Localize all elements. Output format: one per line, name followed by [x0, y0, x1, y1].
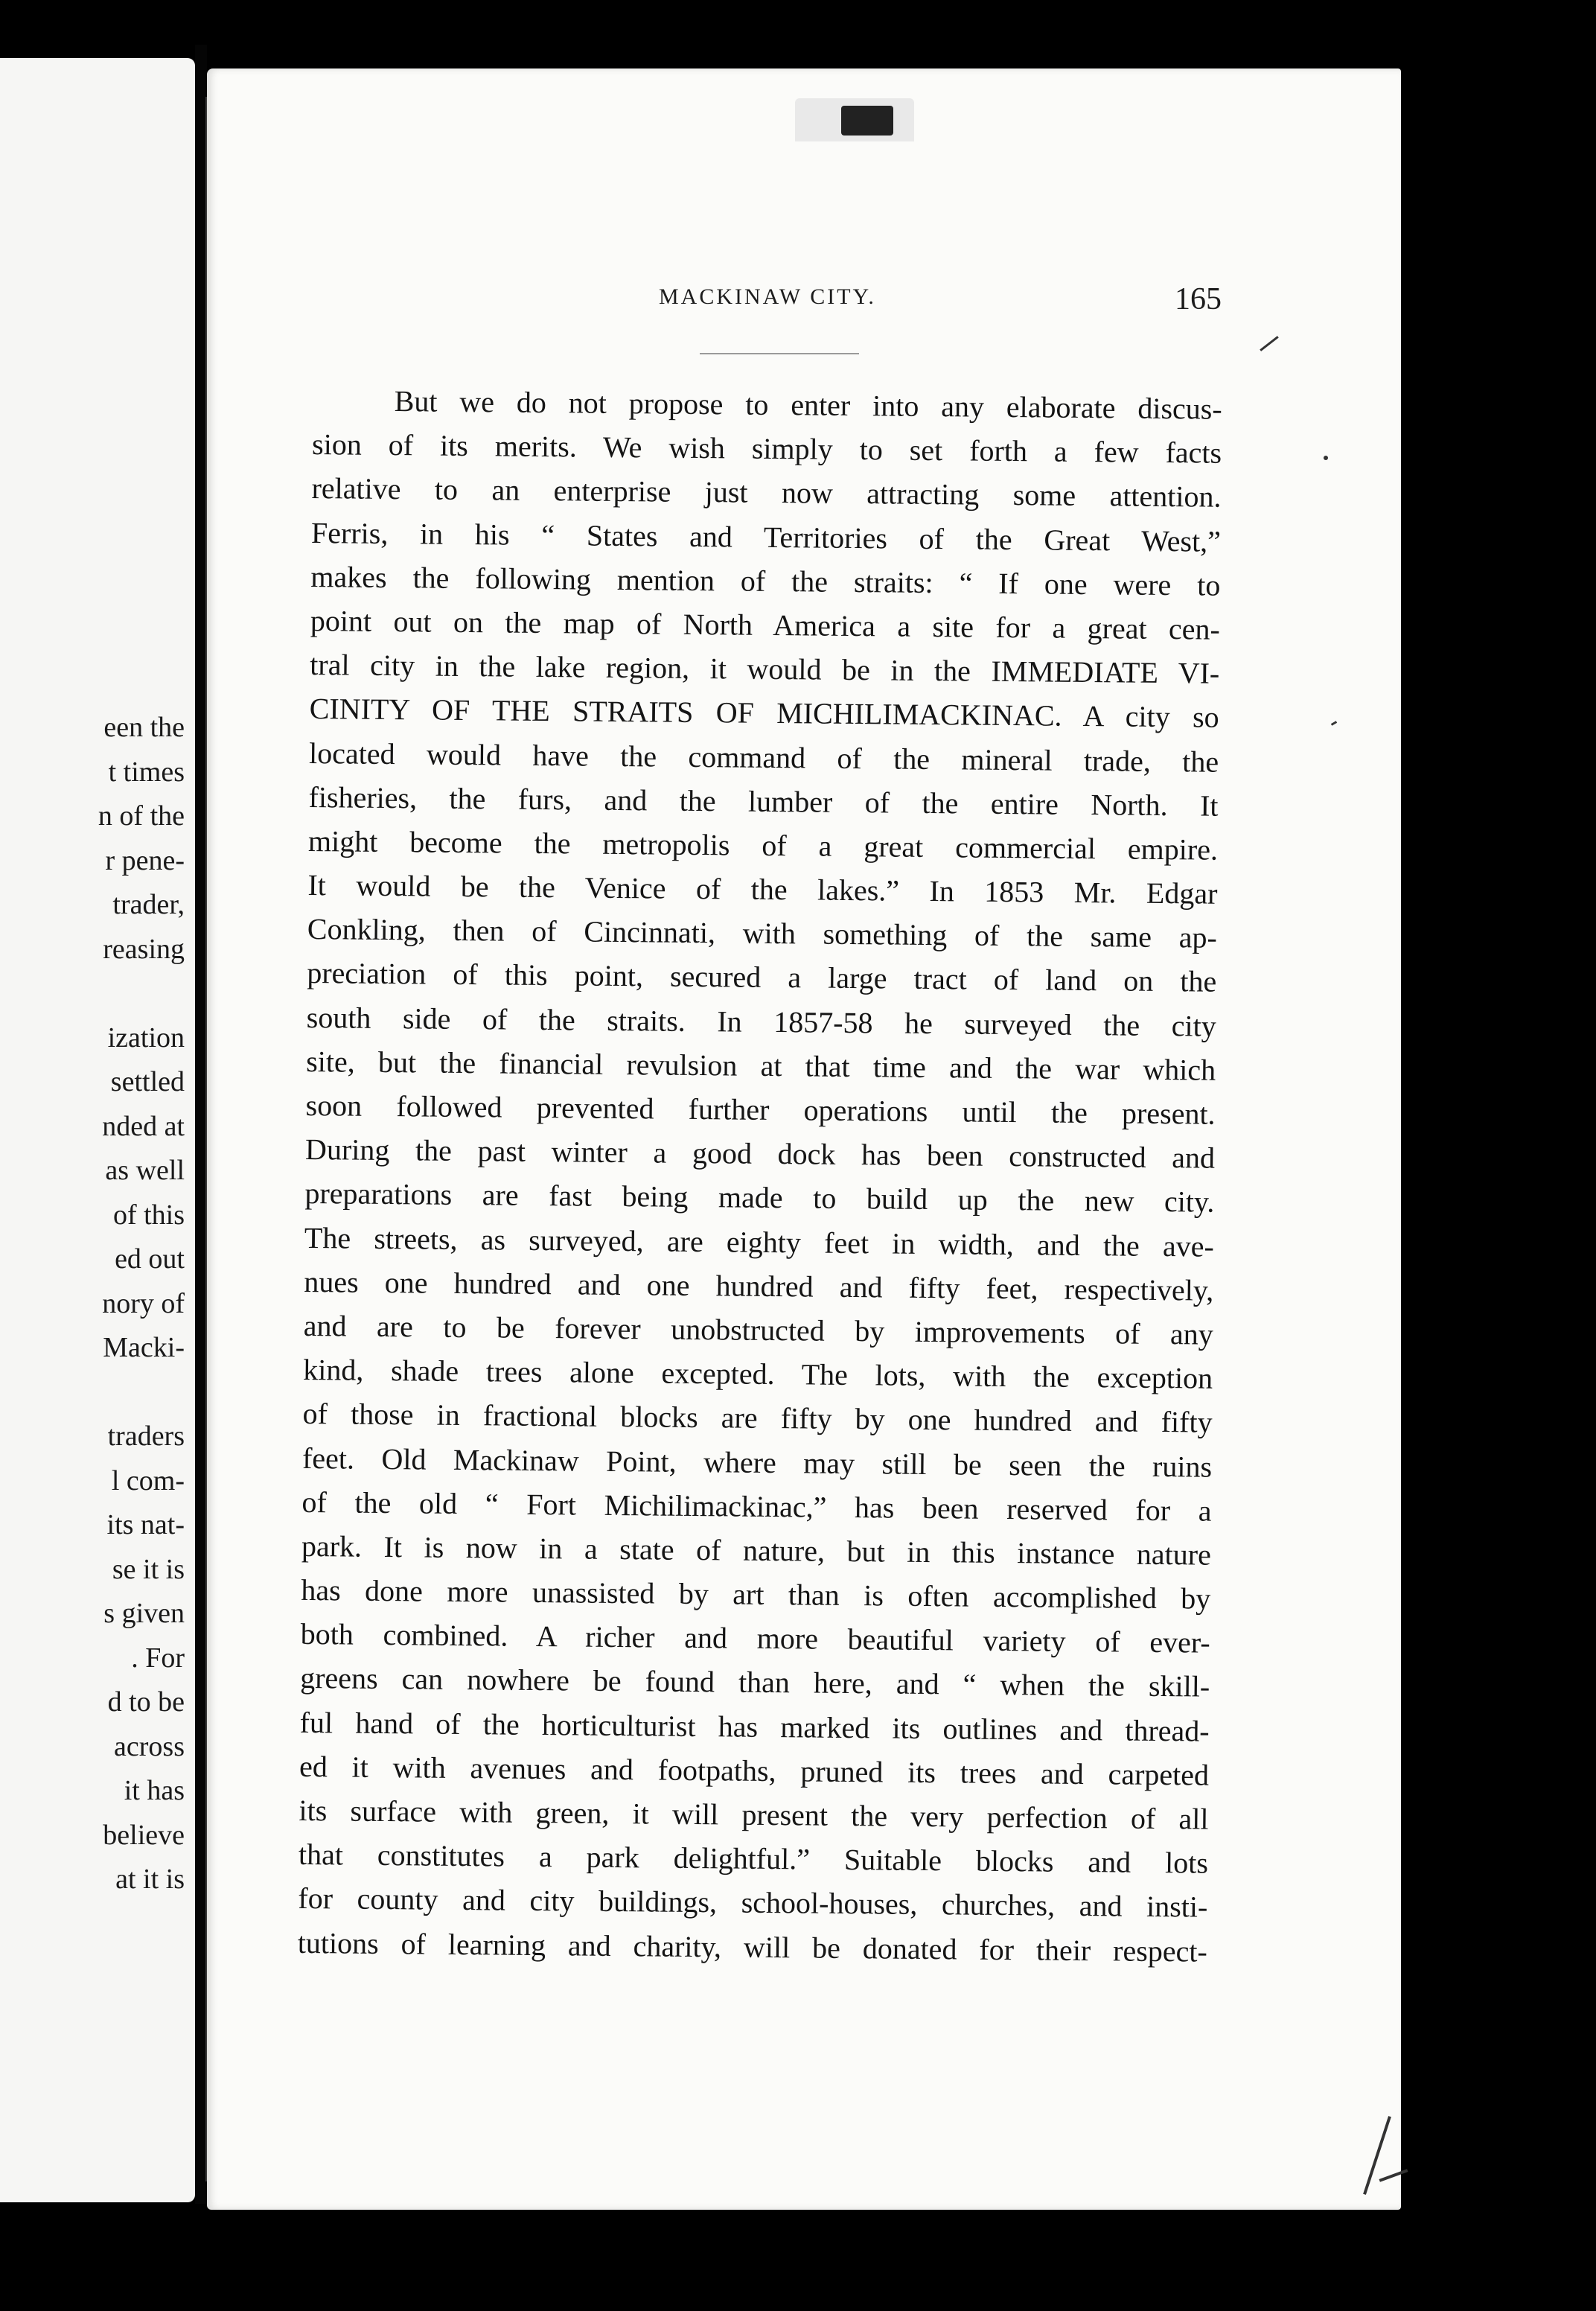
- left-text-line: . For: [131, 1642, 185, 1674]
- left-facing-page: [0, 58, 195, 2202]
- left-text-line: at it is: [115, 1864, 185, 1895]
- left-text-line: r pene-: [105, 844, 185, 876]
- text-line: makes the following mention of the straits: “ If one were to: [310, 559, 1221, 602]
- text-line: point out on the map of North America a site for a great cen-: [310, 603, 1221, 646]
- text-line: greens can nowhere be found than here, and “ when the skill-: [300, 1661, 1210, 1704]
- text-line: park. It is now in a state of nature, but in this instance nature: [301, 1529, 1212, 1572]
- text-line: has done more unassisted by art than is often accomplished by: [301, 1572, 1211, 1616]
- left-text-line: se it is: [112, 1553, 185, 1585]
- text-line: for county and city buildings, school-houses, churches, and insti-: [298, 1881, 1208, 1925]
- left-text-line: nory of: [102, 1287, 185, 1319]
- text-line: nues one hundred and one hundred and fifty feet, respectively,: [304, 1264, 1214, 1307]
- left-text-line: [0, 972, 185, 1016]
- text-line: ed it with avenues and footpaths, pruned its trees and carpeted: [299, 1749, 1210, 1792]
- text-line: tutions of learning and charity, will be donated for their respect-: [297, 1925, 1207, 1969]
- text-line: both combined. A richer and more beautiful variety of ever-: [300, 1617, 1210, 1660]
- text-line: feet. Old Mackinaw Point, where may still be seen the ruins: [301, 1441, 1213, 1484]
- left-text-line: of this: [112, 1199, 185, 1231]
- left-text-line: Macki-: [103, 1332, 185, 1363]
- left-text-line: trader,: [112, 889, 185, 920]
- left-text-line: ization: [107, 1021, 185, 1054]
- left-text-line: d to be: [107, 1686, 185, 1718]
- text-line: kind, shade trees alone excepted. The lots, with the exception: [303, 1353, 1213, 1395]
- text-line: fisheries, the furs, and the lumber of the entire North. It: [308, 780, 1219, 823]
- left-text-line: its nat-: [106, 1509, 185, 1540]
- body-text: [298, 378, 1222, 1973]
- left-text-line: traders: [107, 1421, 185, 1452]
- text-line: located would have the command of the mineral trade, the: [308, 736, 1219, 779]
- page-number: 165: [1175, 282, 1222, 316]
- left-text-line: it has: [124, 1775, 185, 1806]
- left-text-line: settled: [110, 1066, 185, 1097]
- left-page-text: [0, 706, 185, 1902]
- text-line: site, but the financial revulsion at that time and the war which: [305, 1044, 1216, 1087]
- left-text-line: s given: [103, 1598, 185, 1629]
- text-line: It would be the Venice of the lakes.” In 1853 Mr. Edgar: [307, 868, 1218, 911]
- text-line: sion of its merits. We wish simply to set forth a few facts: [311, 427, 1222, 470]
- header-rule: [700, 353, 859, 354]
- text-line: But we do not propose to enter into any elaborate discus-: [394, 384, 1222, 426]
- text-line: preciation of this point, secured a large tract of land on the: [307, 956, 1217, 999]
- left-text-line: n of the: [98, 800, 185, 832]
- text-line: ful hand of the horticulturist has marked its outlines and thread-: [299, 1705, 1210, 1748]
- text-line: that constitutes a park delightful.” Suitable blocks and lots: [298, 1837, 1209, 1880]
- text-line: and are to be forever unobstructed by improvements of any: [303, 1308, 1213, 1351]
- left-text-line: across: [114, 1730, 185, 1762]
- left-text-line: nded at: [102, 1110, 185, 1142]
- running-head: MACKINAW CITY.: [659, 284, 876, 309]
- text-line: During the past winter a good dock has been constructed and: [304, 1132, 1216, 1175]
- text-line: soon followed prevented further operations until the present.: [305, 1088, 1216, 1131]
- text-line: Ferris, in his “ States and Territories of the Great West,”: [310, 515, 1222, 558]
- left-text-line: believe: [103, 1819, 185, 1851]
- text-line: relative to an enterprise just now attracting some attention.: [311, 471, 1222, 514]
- left-text-line: een the: [103, 712, 185, 743]
- left-text-line: t times: [108, 756, 185, 788]
- pencil-mark: [1324, 456, 1328, 460]
- left-text-line: as well: [105, 1155, 185, 1186]
- text-line: south side of the straits. In 1857-58 he surveyed the city: [306, 1000, 1216, 1043]
- text-line: its surface with green, it will present the very perfection of all: [299, 1793, 1209, 1836]
- text-line: of the old “ Fort Michilimackinac,” has been reserved for a: [301, 1485, 1212, 1528]
- text-line: The streets, as surveyed, are eighty feet in width, and the ave-: [304, 1220, 1215, 1263]
- page-clip: [795, 98, 914, 141]
- left-text-line: l com-: [111, 1464, 185, 1496]
- text-line: of those in fractional blocks are fifty by one hundred and fifty: [302, 1397, 1213, 1439]
- text-line: preparations are fast being made to build up the new city.: [304, 1176, 1215, 1220]
- text-line: tral city in the lake region, it would be in the IMMEDIATE VI-: [310, 648, 1220, 690]
- text-line: might become the metropolis of a great commercial empire.: [307, 823, 1219, 867]
- text-line: CINITY OF THE STRAITS OF MICHILIMACKINAC. A city so: [309, 692, 1219, 735]
- left-text-line: [0, 1371, 185, 1415]
- left-text-line: reasing: [103, 933, 185, 965]
- text-line: Conkling, then of Cincinnati, with something of the same ap-: [307, 912, 1218, 954]
- left-text-line: ed out: [115, 1243, 185, 1275]
